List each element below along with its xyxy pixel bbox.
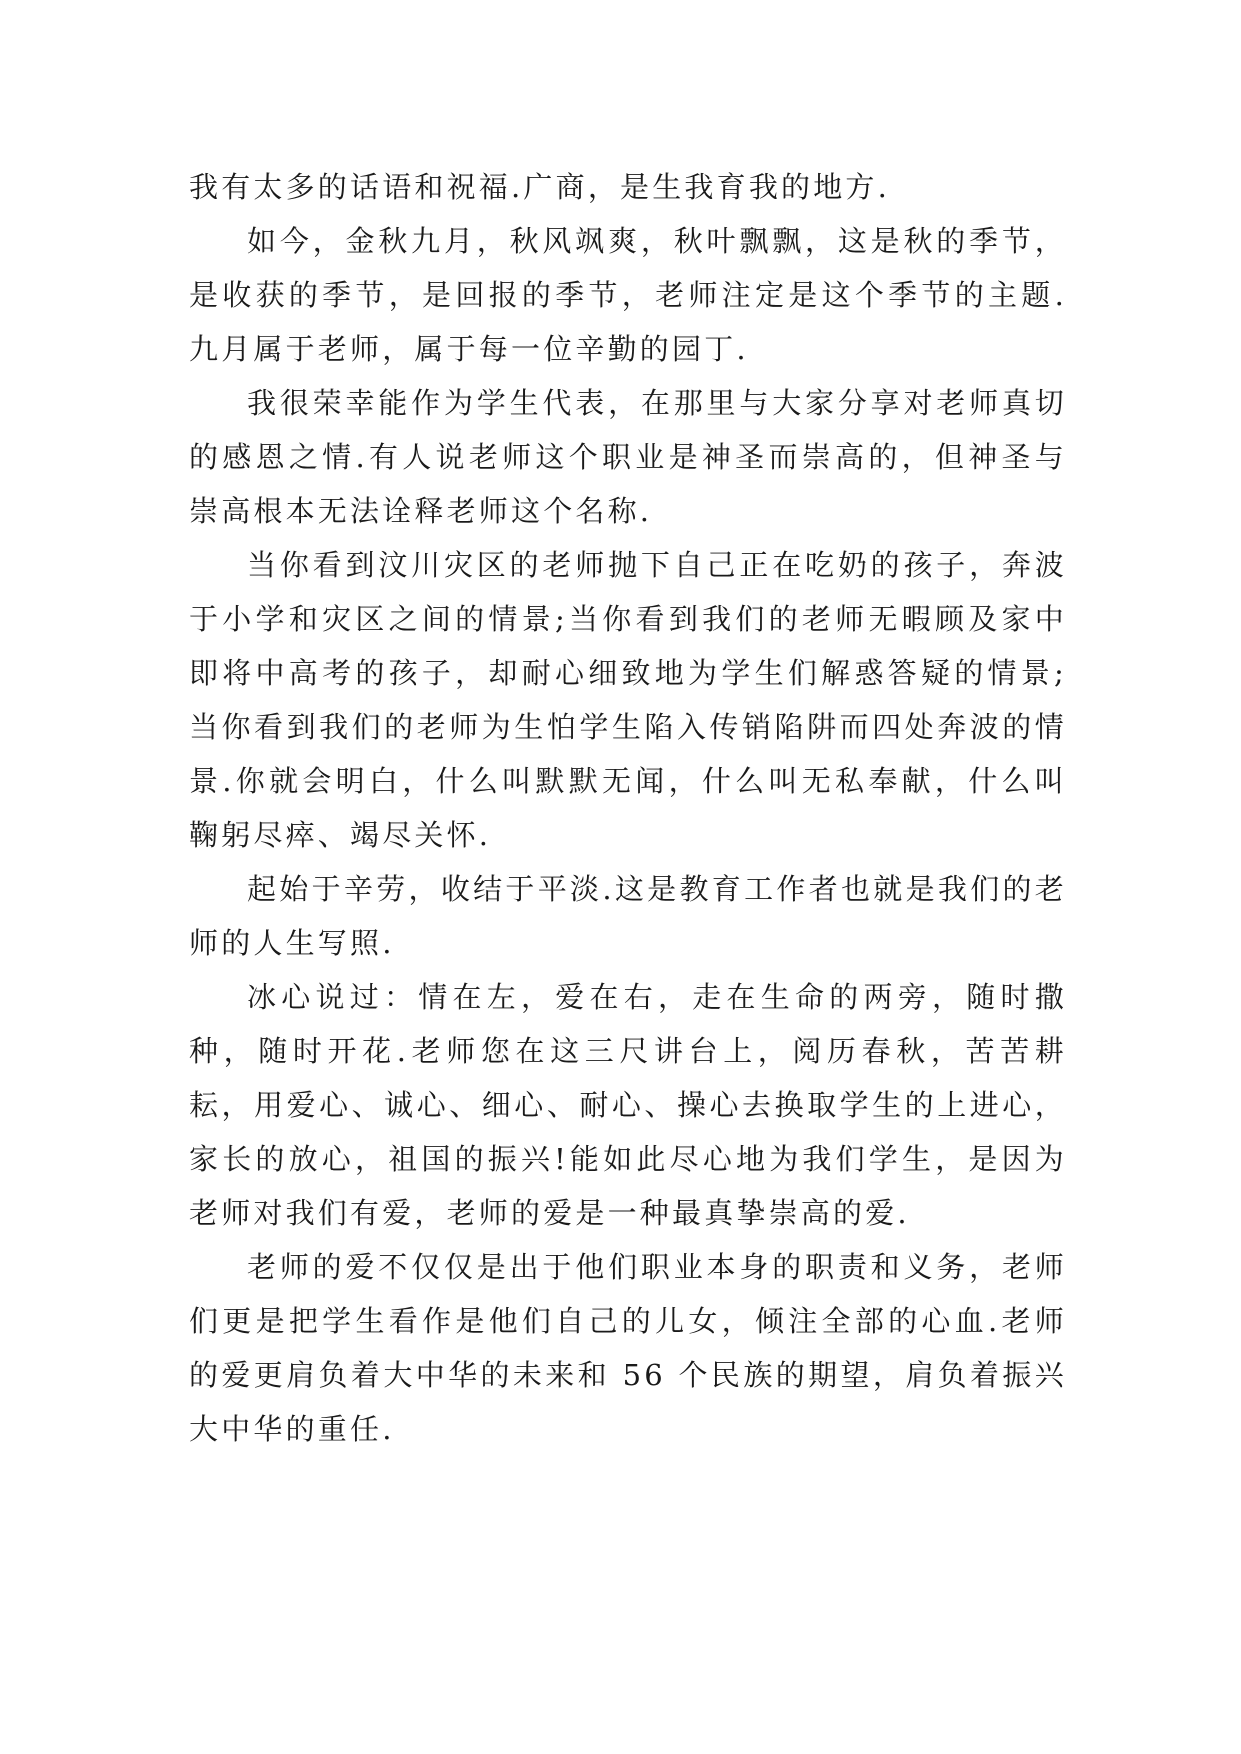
document-body [189,160,1067,1456]
paragraph-5: 起始于辛劳，收结于平淡.这是教育工作者也就是我们的老师的人生写照. [189,872,1067,960]
paragraph-6: 冰心说过：情在左，爱在右，走在生命的两旁，随时撒种，随时开花.老师您在这三尺讲台上，阅历春秋，苦苦耕耘，用爱心、诚心、细心、耐心、操心去换取学生的上进心，家长的放心，祖国的振兴!能如此尽心地为我们学生，是因为老师对我们有爱，老师的爱是一种最真挚崇高的爱. [189,980,1067,1230]
paragraph-4: 当你看到汶川灾区的老师抛下自己正在吃奶的孩子，奔波于小学和灾区之间的情景;当你看到我们的老师无暇顾及家中即将中高考的孩子，却耐心细致地为学生们解惑答疑的情景;当你看到我们的老师为生怕学生陷入传销陷阱而四处奔波的情景.你就会明白，什么叫默默无闻，什么叫无私奉献，什么叫鞠躬尽瘁、竭尽关怀. [189,548,1067,852]
paragraph-7: 老师的爱不仅仅是出于他们职业本身的职责和义务，老师们更是把学生看作是他们自己的儿女，倾注全部的心血.老师的爱更肩负着大中华的未来和 56 个民族的期望，肩负着振兴大中华的重任. [189,1250,1067,1446]
paragraph-1: 我有太多的话语和祝福.广商，是生我育我的地方. [189,170,891,204]
paragraph-3: 我很荣幸能作为学生代表，在那里与大家分享对老师真切的感恩之情.有人说老师这个职业是神圣而崇高的，但神圣与崇高根本无法诠释老师这个名称. [189,386,1067,528]
paragraph-2: 如今，金秋九月，秋风飒爽，秋叶飘飘，这是秋的季节，是收获的季节，是回报的季节，老师注定是这个季节的主题.九月属于老师，属于每一位辛勤的园丁. [189,224,1067,366]
